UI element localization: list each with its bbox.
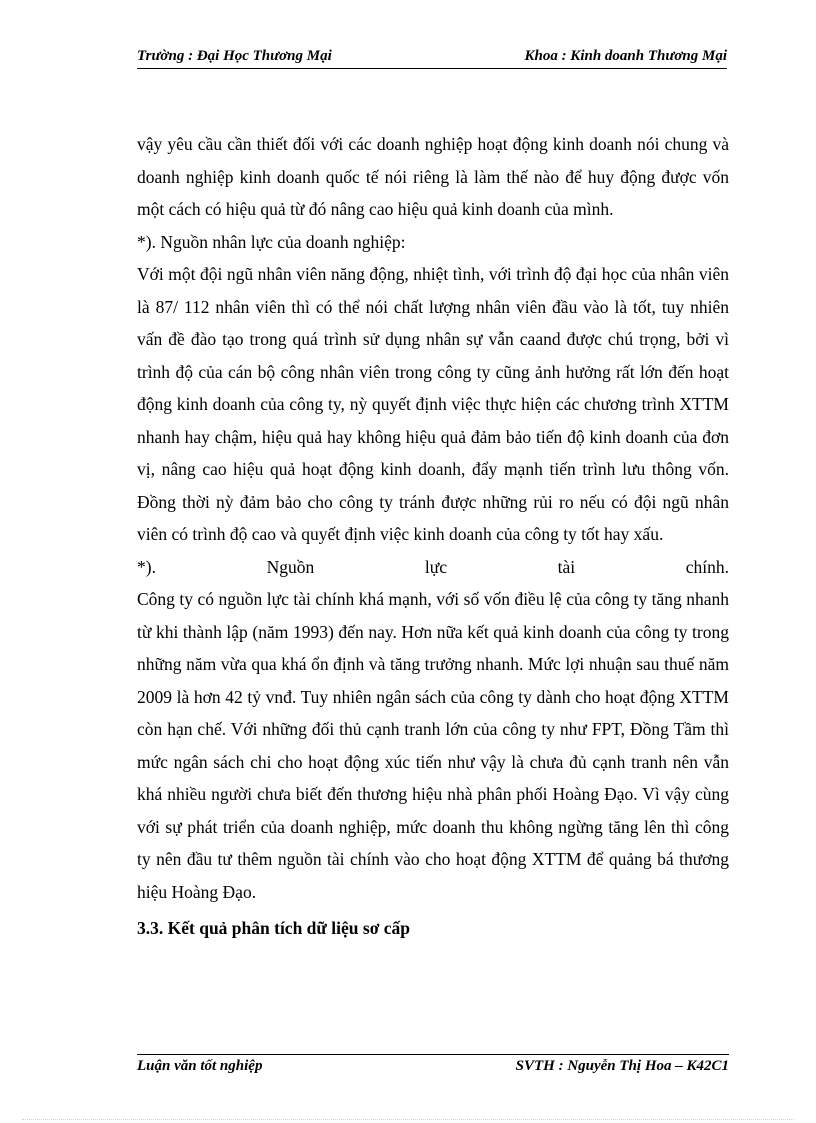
heading-human-resources: *). Nguồn nhân lực của doanh nghiệp: <box>137 231 406 252</box>
paragraph-capital: vậy yêu cầu cần thiết đối với các doanh nghiệp hoạt động kinh doanh nói chung và doanh nghiệp kinh doanh quốc tế nói riêng là làm thế nào để huy động được vốn một cách có hiệu quả từ đó nâng cao hiệu quả kinh doanh của mình. <box>137 134 729 219</box>
paragraph-financial-resources: Công ty có nguồn lực tài chính khá mạnh, với số vốn điều lệ của công ty tăng nhanh từ khi thành lập (năm 1993) đến nay. Hơn nữa kết quả kinh doanh của công ty trong những năm vừa qua khá ổn định và tăng trưởng nhanh. Mức lợi nhuận sau thuế năm 2009 là hơn 42 tỷ vnđ. Tuy nhiên ngân sách của công ty dành cho hoạt động XTTM còn hạn chế. Với những đối thủ cạnh tranh lớn của công ty như FPT, Đồng Tầm thì mức ngân sách chi cho hoạt động xúc tiến như vậy là chưa đủ cạnh tranh nên vẫn khá nhiều người chưa biết đến thương hiệu nhà phân phối Hoàng Đạo. Vì vậy cùng với sự phát triển của doanh nghiệp, mức doanh thu không ngừng tăng lên thì công ty nên đầu tư thêm nguồn tài chính vào cho hoạt động XTTM để quảng bá thương hiệu Hoàng Đạo. <box>137 589 729 902</box>
page-edge-divider <box>22 1119 794 1120</box>
section-heading: 3.3. Kết quả phân tích dữ liệu sơ cấp <box>137 918 411 938</box>
paragraph-human-resources: Với một đội ngũ nhân viên năng động, nhiệt tình, với trình độ đại học của nhân viên là 87/ 112 nhân viên thì có thể nói chất lượng nhân viên đầu vào là tốt, tuy nhiên vấn đề đào tạo trong quá trình sử dụng nhân sự vẫn caand được chú trọng, bởi vì trình độ của cán bộ công nhân viên trong công ty cũng ảnh hưởng rất lớn đến hoạt động kinh doanh của công ty, nỳ quyết định việc thực hiện các chương trình XTTM nhanh hay chậm, hiệu quả hay không hiệu quả đảm bảo tiến độ kinh doanh của đơn vị, nâng cao hiệu quả hoạt động kinh doanh, đẩy mạnh tiến trình lưu thông vốn. Đồng thời nỳ đảm bảo cho công ty tránh được những rủi ro nếu có đội ngũ nhân viên có trình độ cao và quyết định việc kinh doanh của công ty tốt hay xấu. <box>137 264 729 544</box>
footer-divider-left <box>137 1054 323 1055</box>
page-header <box>137 48 727 69</box>
footer-divider-right <box>323 1054 729 1055</box>
footer-student-label: SVTH : Nguyễn Thị Hoa – K42C1 <box>515 1058 729 1074</box>
heading-financial-resources: *). Nguồn lực tài chính. <box>137 556 729 577</box>
document-body <box>137 128 729 945</box>
header-school: Trường : Đại Học Thương Mại <box>137 48 332 64</box>
footer-thesis-label: Luận văn tốt nghiệp <box>137 1058 263 1074</box>
page-footer <box>137 1058 729 1078</box>
header-faculty: Khoa : Kinh doanh Thương Mại <box>524 48 727 64</box>
